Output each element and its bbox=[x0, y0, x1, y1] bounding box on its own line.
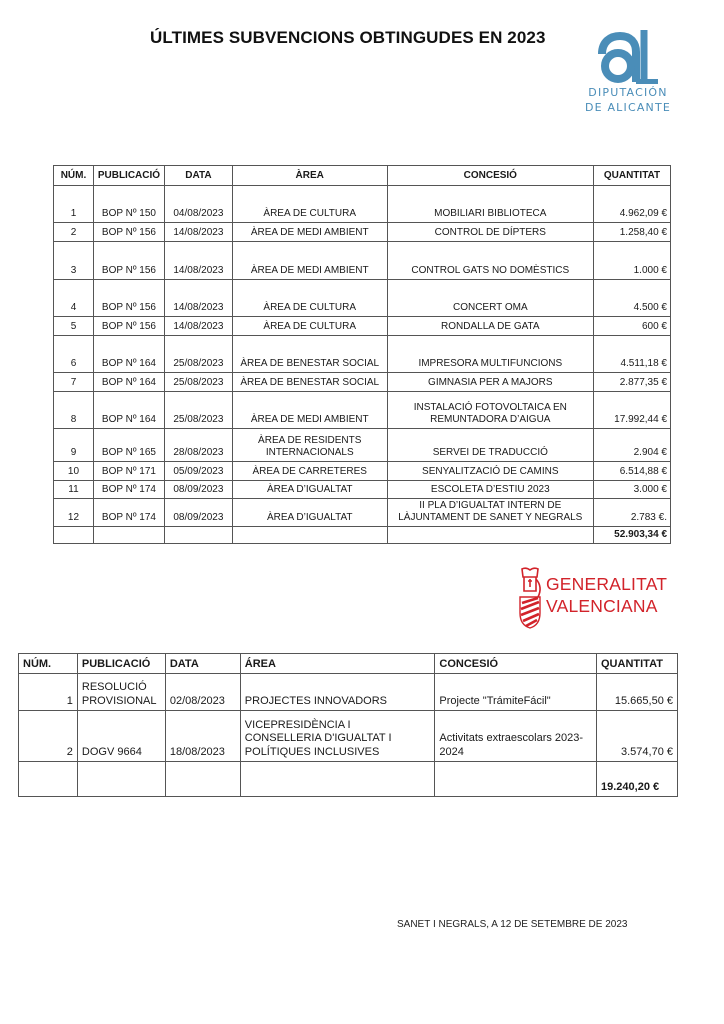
date-cell: 25/08/2023 bbox=[164, 336, 232, 373]
diputacion-logo-line2: DE ALICANTE bbox=[584, 101, 672, 114]
date-cell: 05/09/2023 bbox=[164, 462, 232, 481]
area-cell: ÀREA DE CULTURA bbox=[232, 317, 387, 336]
amount-cell: 17.992,44 € bbox=[594, 392, 671, 429]
publicacio-cell: BOP Nº 164 bbox=[93, 336, 164, 373]
table-row bbox=[54, 429, 671, 462]
num-cell: 7 bbox=[54, 373, 94, 392]
num-cell: 2 bbox=[19, 711, 78, 762]
concessio-cell: SENYALITZACIÓ DE CAMINS bbox=[387, 462, 593, 481]
date-cell: 14/08/2023 bbox=[164, 223, 232, 242]
num-cell: 1 bbox=[54, 186, 94, 223]
concessio-cell: MOBILIARI BIBLIOTECA bbox=[387, 186, 593, 223]
generalitat-logo-line1: GENERALITAT bbox=[546, 574, 668, 594]
area-cell: ÀREA DE BENESTAR SOCIAL bbox=[232, 373, 387, 392]
concessio-cell: CONTROL GATS NO DOMÈSTICS bbox=[387, 242, 593, 280]
amount-cell: 1.258,40 € bbox=[594, 223, 671, 242]
amount-cell: 15.665,50 € bbox=[597, 674, 678, 711]
total-amount: 19.240,20 € bbox=[597, 762, 678, 797]
num-cell: 4 bbox=[54, 280, 94, 317]
num-cell: 3 bbox=[54, 242, 94, 280]
date-cell: 28/08/2023 bbox=[164, 429, 232, 462]
area-cell: ÀREA DE RESIDENTS INTERNACIONALS bbox=[232, 429, 387, 462]
area-cell: ÀREA DE CARRETERES bbox=[232, 462, 387, 481]
num-cell: 11 bbox=[54, 481, 94, 499]
area-cell: ÀREA DE MEDI AMBIENT bbox=[232, 242, 387, 280]
header-quantitat: QUANTITAT bbox=[597, 654, 678, 674]
header-concessio: CONCESIÓ bbox=[435, 654, 597, 674]
header-area: ÀREA bbox=[232, 166, 387, 186]
concessio-cell: ESCOLETA D’ESTIU 2023 bbox=[387, 481, 593, 499]
num-cell: 6 bbox=[54, 336, 94, 373]
generalitat-shield-icon bbox=[516, 567, 544, 629]
table-header-row bbox=[54, 166, 671, 186]
header-num: NÚM. bbox=[19, 654, 78, 674]
table-row bbox=[54, 392, 671, 429]
area-cell: ÀREA DE MEDI AMBIENT bbox=[232, 223, 387, 242]
generalitat-valenciana-logo bbox=[516, 567, 676, 631]
amount-cell: 4.962,09 € bbox=[594, 186, 671, 223]
amount-cell: 4.511,18 € bbox=[594, 336, 671, 373]
total-row bbox=[19, 762, 678, 797]
table-header-row bbox=[19, 654, 678, 674]
area-cell: ÀREA D’IGUALTAT bbox=[232, 499, 387, 527]
header-area: ÁREA bbox=[240, 654, 435, 674]
concessio-cell: CONCERT OMA bbox=[387, 280, 593, 317]
area-cell: ÀREA DE BENESTAR SOCIAL bbox=[232, 336, 387, 373]
empty-cell bbox=[93, 527, 164, 544]
date-cell: 18/08/2023 bbox=[165, 711, 240, 762]
table-row bbox=[54, 280, 671, 317]
table-row bbox=[54, 317, 671, 336]
generalitat-grants-table bbox=[18, 653, 678, 797]
header-quantitat: QUANTITAT bbox=[594, 166, 671, 186]
concessio-cell: Projecte "TrámiteFácil" bbox=[435, 674, 597, 711]
publicacio-cell: BOP Nº 150 bbox=[93, 186, 164, 223]
concessio-cell: IMPRESORA MULTIFUNCIONS bbox=[387, 336, 593, 373]
num-cell: 1 bbox=[19, 674, 78, 711]
publicacio-cell: RESOLUCIÓ PROVISIONAL bbox=[77, 674, 165, 711]
num-cell: 12 bbox=[54, 499, 94, 527]
empty-cell bbox=[164, 527, 232, 544]
total-amount: 52.903,34 € bbox=[594, 527, 671, 544]
amount-cell: 2.783 €. bbox=[594, 499, 671, 527]
date-cell: 02/08/2023 bbox=[165, 674, 240, 711]
date-cell: 04/08/2023 bbox=[164, 186, 232, 223]
date-cell: 14/08/2023 bbox=[164, 280, 232, 317]
publicacio-cell: BOP Nº 164 bbox=[93, 373, 164, 392]
amount-cell: 3.000 € bbox=[594, 481, 671, 499]
diputacion-al-logo-icon bbox=[596, 28, 660, 84]
publicacio-cell: BOP Nº 165 bbox=[93, 429, 164, 462]
date-cell: 25/08/2023 bbox=[164, 373, 232, 392]
table-row bbox=[54, 373, 671, 392]
empty-cell bbox=[19, 762, 78, 797]
amount-cell: 4.500 € bbox=[594, 280, 671, 317]
table-row bbox=[54, 186, 671, 223]
num-cell: 10 bbox=[54, 462, 94, 481]
table-row bbox=[54, 223, 671, 242]
diputacion-alicante-logo bbox=[578, 28, 678, 118]
table-row bbox=[54, 242, 671, 280]
area-cell: ÀREA DE MEDI AMBIENT bbox=[232, 392, 387, 429]
num-cell: 5 bbox=[54, 317, 94, 336]
area-cell: ÀREA DE CULTURA bbox=[232, 186, 387, 223]
concessio-cell: SERVEI DE TRADUCCIÓ bbox=[387, 429, 593, 462]
empty-cell bbox=[240, 762, 435, 797]
table-row bbox=[54, 481, 671, 499]
date-cell: 08/09/2023 bbox=[164, 499, 232, 527]
table-row bbox=[54, 499, 671, 527]
concessio-cell: GIMNASIA PER A MAJORS bbox=[387, 373, 593, 392]
empty-cell bbox=[54, 527, 94, 544]
date-cell: 14/08/2023 bbox=[164, 242, 232, 280]
area-cell: ÀREA D’IGUALTAT bbox=[232, 481, 387, 499]
date-cell: 14/08/2023 bbox=[164, 317, 232, 336]
header-data: DATA bbox=[164, 166, 232, 186]
publicacio-cell: BOP Nº 156 bbox=[93, 242, 164, 280]
num-cell: 8 bbox=[54, 392, 94, 429]
header-publicacio: PUBLICACIÓ bbox=[77, 654, 165, 674]
diputacion-grants-table bbox=[53, 165, 671, 544]
generalitat-logo-line2: VALENCIANA bbox=[546, 596, 658, 616]
header-concessio: CONCESIÓ bbox=[387, 166, 593, 186]
concessio-cell: II PLA D’IGUALTAT INTERN DE LÀJUNTAMENT DE SANET Y NEGRALS bbox=[387, 499, 593, 527]
table-row bbox=[19, 674, 678, 711]
date-cell: 08/09/2023 bbox=[164, 481, 232, 499]
empty-cell bbox=[232, 527, 387, 544]
place-date-footer: SANET I NEGRALS, A 12 DE SETEMBRE DE 2023 bbox=[397, 919, 628, 930]
table-row bbox=[54, 462, 671, 481]
amount-cell: 2.877,35 € bbox=[594, 373, 671, 392]
empty-cell bbox=[165, 762, 240, 797]
publicacio-cell: BOP Nº 174 bbox=[93, 499, 164, 527]
publicacio-cell: BOP Nº 174 bbox=[93, 481, 164, 499]
header-num: NÚM. bbox=[54, 166, 94, 186]
diputacion-logo-line1: DIPUTACIÓN bbox=[588, 86, 668, 99]
concessio-cell: Activitats extraescolars 2023-2024 bbox=[435, 711, 597, 762]
publicacio-cell: DOGV 9664 bbox=[77, 711, 165, 762]
publicacio-cell: BOP Nº 171 bbox=[93, 462, 164, 481]
total-row bbox=[54, 527, 671, 544]
header-publicacio: PUBLICACIÓ bbox=[93, 166, 164, 186]
publicacio-cell: BOP Nº 156 bbox=[93, 317, 164, 336]
amount-cell: 600 € bbox=[594, 317, 671, 336]
concessio-cell: INSTALACIÓ FOTOVOLTAICA EN REMUNTADORA D’AIGUA bbox=[387, 392, 593, 429]
header-data: DATA bbox=[165, 654, 240, 674]
num-cell: 2 bbox=[54, 223, 94, 242]
date-cell: 25/08/2023 bbox=[164, 392, 232, 429]
empty-cell bbox=[77, 762, 165, 797]
concessio-cell: CONTROL DE DÍPTERS bbox=[387, 223, 593, 242]
concessio-cell: RONDALLA DE GATA bbox=[387, 317, 593, 336]
publicacio-cell: BOP Nº 156 bbox=[93, 223, 164, 242]
document-title: ÚLTIMES SUBVENCIONS OBTINGUDES EN 2023 bbox=[150, 28, 546, 47]
empty-cell bbox=[435, 762, 597, 797]
amount-cell: 3.574,70 € bbox=[597, 711, 678, 762]
num-cell: 9 bbox=[54, 429, 94, 462]
publicacio-cell: BOP Nº 156 bbox=[93, 280, 164, 317]
empty-cell bbox=[387, 527, 593, 544]
amount-cell: 2.904 € bbox=[594, 429, 671, 462]
amount-cell: 1.000 € bbox=[594, 242, 671, 280]
area-cell: PROJECTES INNOVADORS bbox=[240, 674, 435, 711]
amount-cell: 6.514,88 € bbox=[594, 462, 671, 481]
area-cell: ÀREA DE CULTURA bbox=[232, 280, 387, 317]
table-row bbox=[54, 336, 671, 373]
table-row bbox=[19, 711, 678, 762]
area-cell: VICEPRESIDÈNCIA I CONSELLERIA D'IGUALTAT I POLÍTIQUES INCLUSIVES bbox=[240, 711, 435, 762]
publicacio-cell: BOP Nº 164 bbox=[93, 392, 164, 429]
